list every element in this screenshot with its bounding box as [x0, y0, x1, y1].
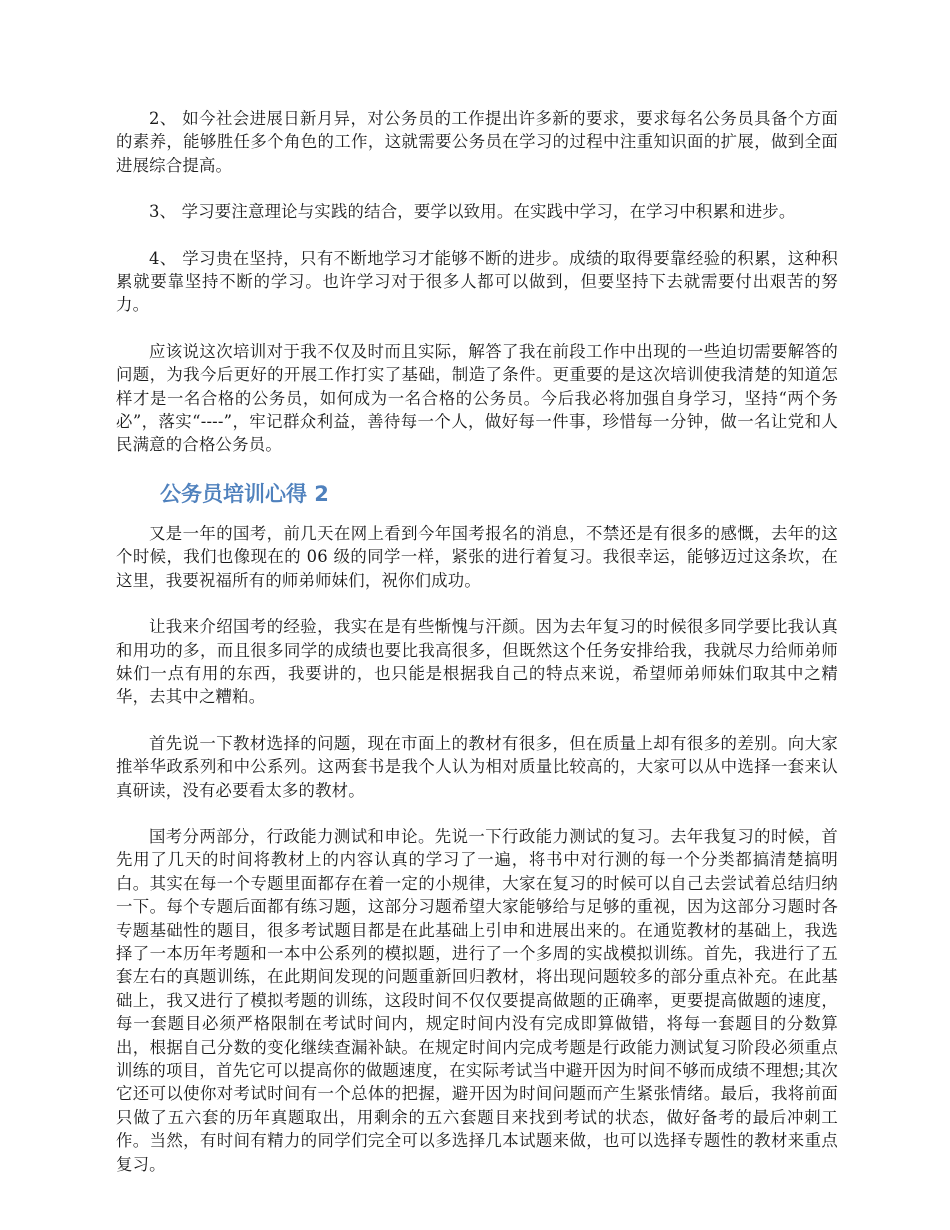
paragraph-intro: 又是一年的国考，前几天在网上看到今年国考报名的消息，不禁还是有很多的感慨，去年的这个时候，我们也像现在的 06 级的同学一样，紧张的进行着复习。我很幸运，能够迈过这条坎，在这里，我要祝福所有的师弟师妹们，祝你们成功。 — [116, 523, 838, 590]
paragraph-point-4: 4、 学习贵在坚持，只有不断地学习才能够不断的进步。成绩的取得要靠经验的积累，这种积累就要靠坚持不断的学习。也许学习对于很多人都可以做到，但要坚持下去就需要付出艰苦的努力。 — [116, 248, 838, 315]
paragraph-experience: 让我来介绍国考的经验，我实在是有些惭愧与汗颜。因为去年复习的时候很多同学要比我认真和用功的多，而且很多同学的成绩也要比我高很多，但既然这个任务安排给我，我就尽力给师弟师妹们一点有用的东西，我要讲的，也只能是根据我自己的特点来说，希望师弟师妹们取其中之精华，去其中之糟粕。 — [116, 617, 838, 707]
paragraph-point-2: 2、 如今社会进展日新月异，对公务员的工作提出许多新的要求，要求每名公务员具备个方面的素养，能够胜任多个角色的工作，这就需要公务员在学习的过程中注重知识面的扩展，做到全面进展综合提高。 — [116, 109, 838, 175]
document-page — [116, 107, 838, 1199]
paragraph-point-3: 3、 学习要注意理论与实践的结合，要学以致用。在实践中学习，在学习中积累和进步。 — [149, 202, 796, 222]
paragraph-textbooks: 首先说一下教材选择的问题，现在市面上的教材有很多，但在质量上却有很多的差别。向大家推举华政系列和中公系列。这两套书是我个人认为相对质量比较高的，大家可以从中选择一套来认真研读，没有必要看太多的教材。 — [116, 733, 838, 800]
paragraph-exam-prep: 国考分两部分，行政能力测试和申论。先说一下行政能力测试的复习。去年我复习的时候，首先用了几天的时间将教材上的内容认真的学习了一遍，将书中对行测的每一个分类都搞清楚搞明白。其实在每一个专题里面都存在着一定的小规律，大家在复习的时候可以自己去尝试着总结归纳一下。每个专题后面都有练习题，这部分习题希望大家能够给与足够的重视，因为这部分习题时各专题基础性的题目，很多考试题目都是在此基础上引申和进展出来的。在通览教材的基础上，我选择了一本历年考题和一本中公系列的模拟题，进行了一个多周的实战模拟训练。首先，我进行了五套左右的真题训练，在此期间发现的问题重新回归教材，将出现问题较多的部分重点补充。在此基础上，我又进行了模拟考题的训练，这段时间不仅仅要提高做题的正确率，更要提高做题的速度，每一套题目必须严格限制在考试时间内，规定时间内没有完成即算做错，将每一套题目的分数算出，根据自己分数的变化继续查漏补缺。在规定时间内完成考题是行政能力测试复习阶段必须重点训练的项目，首先它可以提高你的做题速度，在实际考试当中避开因为时间不够而成绩不理想;其次它还可以使你对考试时间有一个总体的把握，避开因为时间问题而产生紧张情绪。最后，我将前面只做了五六套的历年真题取出，用剩余的五六套题目来找到考试的状态，做好备考的最后冲刺工作。当然，有时间有精力的同学们完全可以多选择几本试题来做，也可以选择专题性的教材来重点复习。 — [116, 826, 838, 1174]
section-heading: 公务员培训心得 2 — [160, 481, 329, 506]
paragraph-conclusion: 应该说这次培训对于我不仅及时而且实际，解答了我在前段工作中出现的一些迫切需要解答的问题，为我今后更好的开展工作打实了基础，制造了条件。更重要的是这次培训使我清楚的知道怎样才是一名合格的公务员，如何成为一名合格的公务员。今后我必将加强自身学习，坚持“两个务必”，落实“----”，牢记群众利益，善待每一个人，做好每一件事，珍惜每一分钟，做一名让党和人民满意的合格公务员。 — [116, 341, 838, 455]
